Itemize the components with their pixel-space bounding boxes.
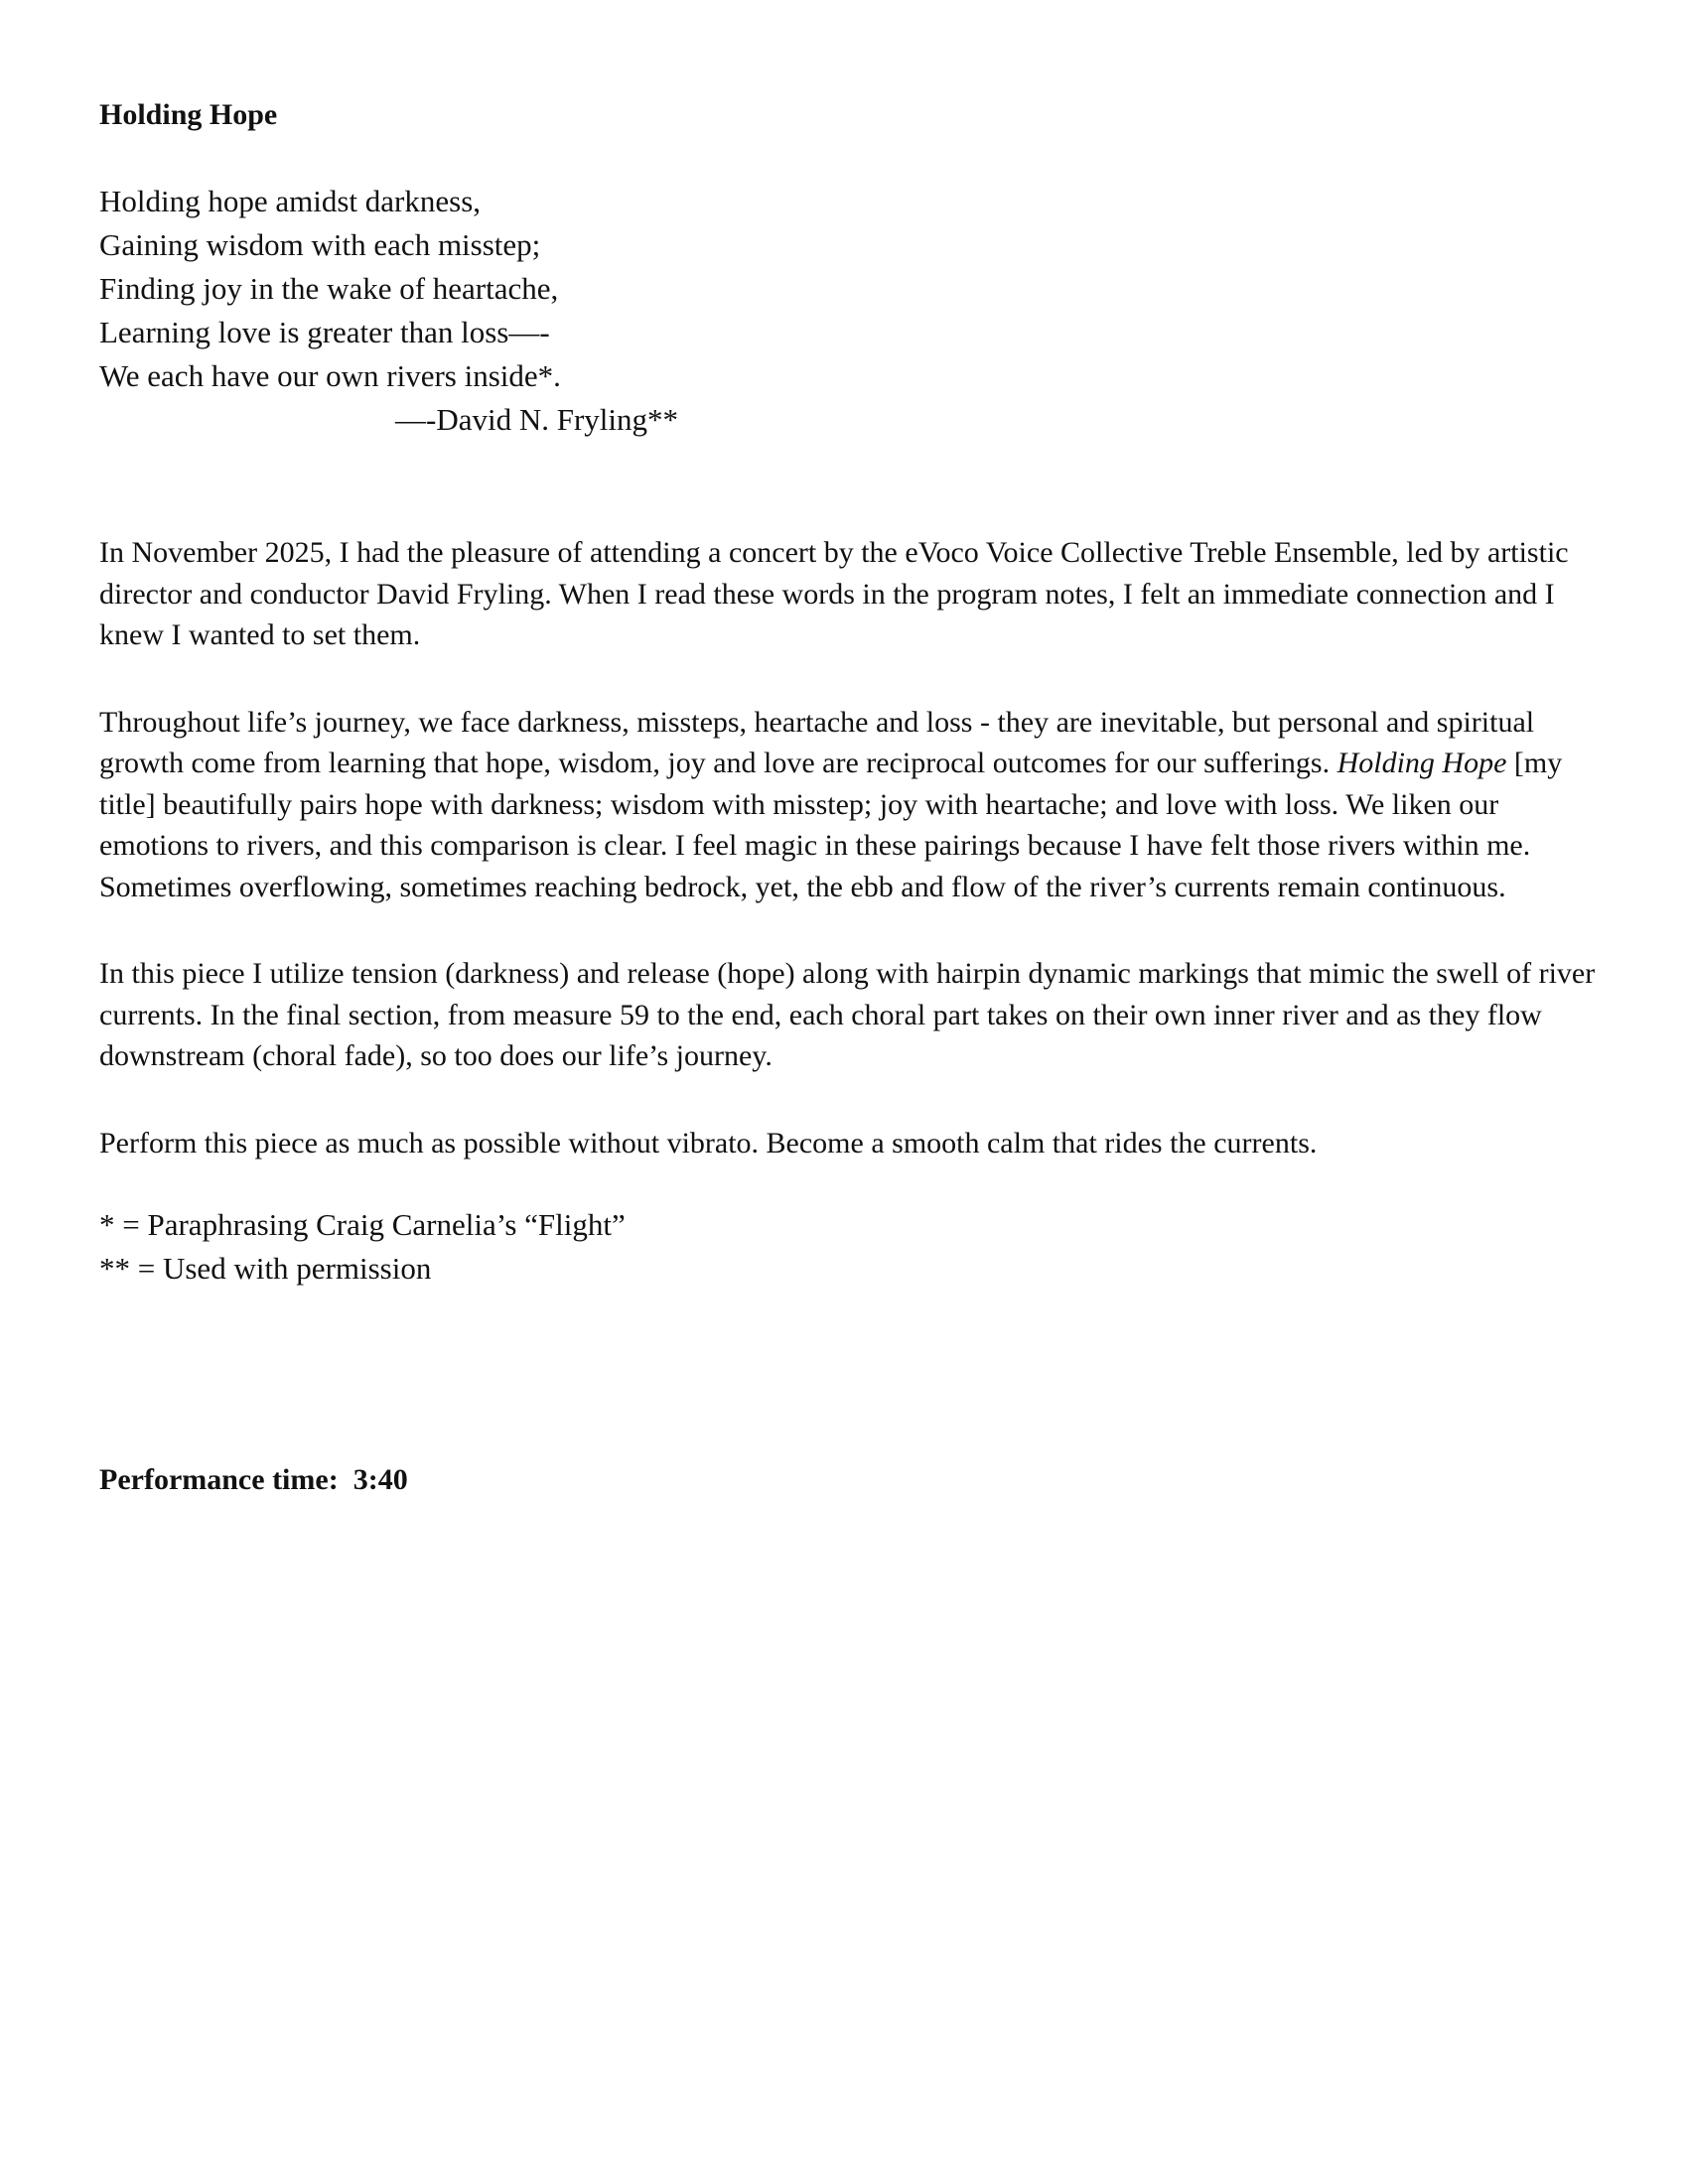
document-title: Holding Hope [99, 98, 278, 131]
paragraph-journey [99, 702, 1599, 908]
poem-attribution: —-David N. Fryling** [395, 402, 679, 437]
paragraph-concert: In November 2025, I had the pleasure of attending a concert by the eVoco Voice Collective Treble Ensemble, led by artistic director and conductor David Fryling. When I read these words in the program notes, I felt an immediate connection and I knew I wanted to set them. [99, 536, 1569, 651]
footnote: * = Paraphrasing Craig Carnelia’s “Flight” [99, 1207, 626, 1242]
performance-time-value: 3:40 [352, 1463, 408, 1496]
poem-line: We each have our own rivers inside*. [99, 358, 561, 393]
paragraph-journey-rest: [my title] beautifully pairs hope with darkness; wisdom with misstep; joy with heartache; and love with loss. We liken our emotions to rivers, and this comparison is clear. I feel magic in these pairings because I have felt those rivers within me. Sometimes overflowing, sometimes reaching bedrock, yet, the ebb and flow of the river’s currents remain continuous. [99, 747, 1563, 903]
poem-line: Gaining wisdom with each misstep; [99, 227, 541, 262]
paragraph-journey-lead: Throughout life’s journey, we face darkness, missteps, heartache and loss - they are inevitable, but personal and spiritual growth come from learning that hope, wisdom, joy and love are reciprocal outcomes for our sufferings. [99, 705, 1535, 779]
document-page [99, 94, 1599, 1500]
poem [99, 180, 1599, 442]
paragraph-performance-note: Perform this piece as much as possible without vibrato. Become a smooth calm that rides the currents. [99, 1126, 1318, 1160]
footnotes [99, 1203, 1599, 1291]
footnote: ** = Used with permission [99, 1251, 432, 1286]
paragraph-technique: In this piece I utilize tension (darkness) and release (hope) along with hairpin dynamic markings that mimic the swell of river currents. In the final section, from measure 59 to the end, each choral part takes on their own inner river and as they flow downstream (choral fade), so too does our life’s journey. [99, 957, 1596, 1072]
piece-title-italic: Holding Hope [1336, 747, 1507, 779]
poem-line: Finding joy in the wake of heartache, [99, 271, 559, 306]
performance-time-label: Performance time: [99, 1463, 339, 1496]
poem-line: Learning love is greater than loss—- [99, 315, 550, 349]
performance-time [99, 1459, 1599, 1500]
poem-line: Holding hope amidst darkness, [99, 184, 482, 218]
